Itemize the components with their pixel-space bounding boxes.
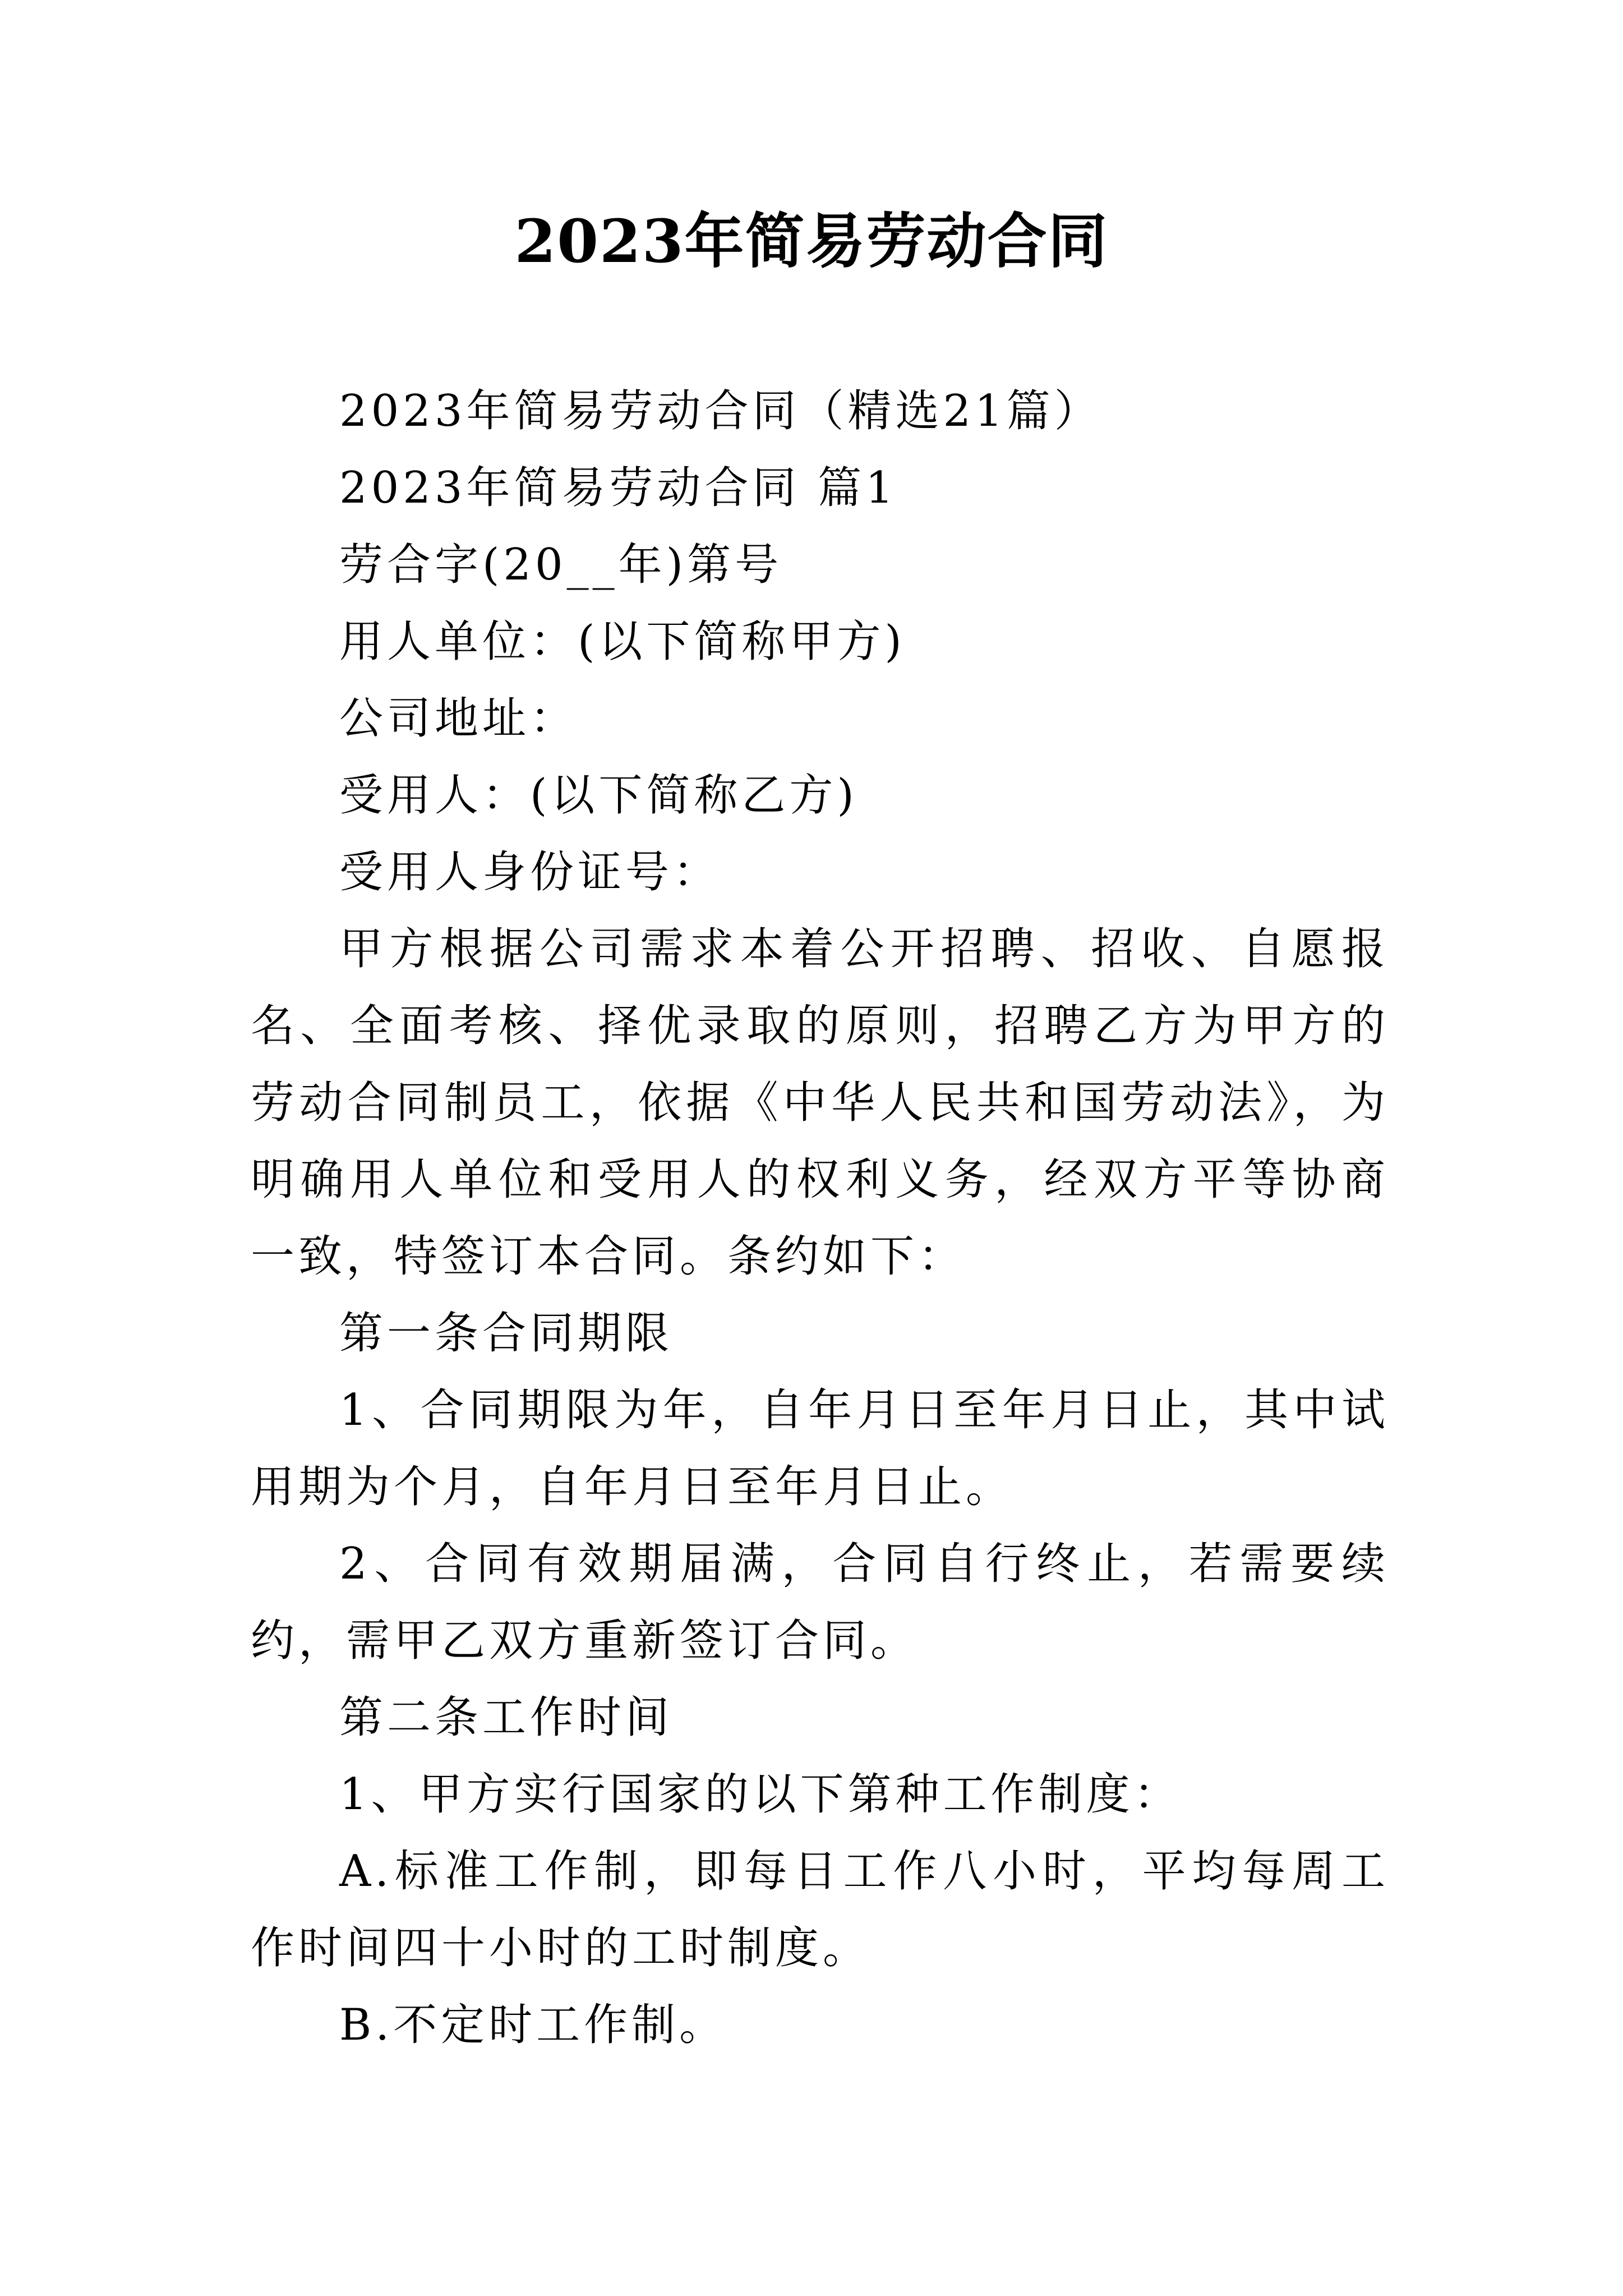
contract-number: 劳合字(20__年)第号 (339, 540, 783, 590)
document-body (251, 373, 1389, 2064)
term-clause-1: 1、合同期限为年，自年月日至年月日止，其中试用期为个月，自年月日至年月日止。 (251, 1385, 1389, 1512)
employee-field: 受用人：(以下简称乙方) (339, 770, 858, 821)
work-hours-option-a: A.标准工作制，即每日工作八小时，平均每周工作时间四十小时的工时制度。 (251, 1846, 1389, 1973)
section-heading-work-hours: 第二条工作时间 (339, 1692, 674, 1743)
company-address-field: 公司地址： (339, 693, 578, 744)
preamble-paragraph: 甲方根据公司需求本着公开招聘、招收、自愿报名、全面考核、择优录取的原则，招聘乙方为甲方的劳动合同制员工，依据《中华人民共和国劳动法》，为明确用人单位和受用人的权利义务，经双方平等协商一致，特签订本合同。条约如下： (251, 924, 1389, 1282)
employer-field: 用人单位：(以下简称甲方) (339, 616, 906, 667)
document-title: 2023年简易劳动合同 (514, 206, 1109, 276)
section-heading-term: 第一条合同期限 (339, 1308, 674, 1359)
article-heading: 2023年简易劳动合同 篇1 (339, 463, 897, 513)
work-hours-option-b: B.不定时工作制。 (339, 2000, 727, 2050)
term-clause-2: 2、合同有效期届满，合同自行终止，若需要续约，需甲乙双方重新签订合同。 (251, 1539, 1389, 1666)
employee-id-field: 受用人身份证号： (339, 847, 721, 898)
work-hours-clause-1: 1、甲方实行国家的以下第种工作制度： (339, 1769, 1182, 1820)
collection-subtitle: 2023年简易劳动合同（精选21篇） (339, 386, 1102, 436)
